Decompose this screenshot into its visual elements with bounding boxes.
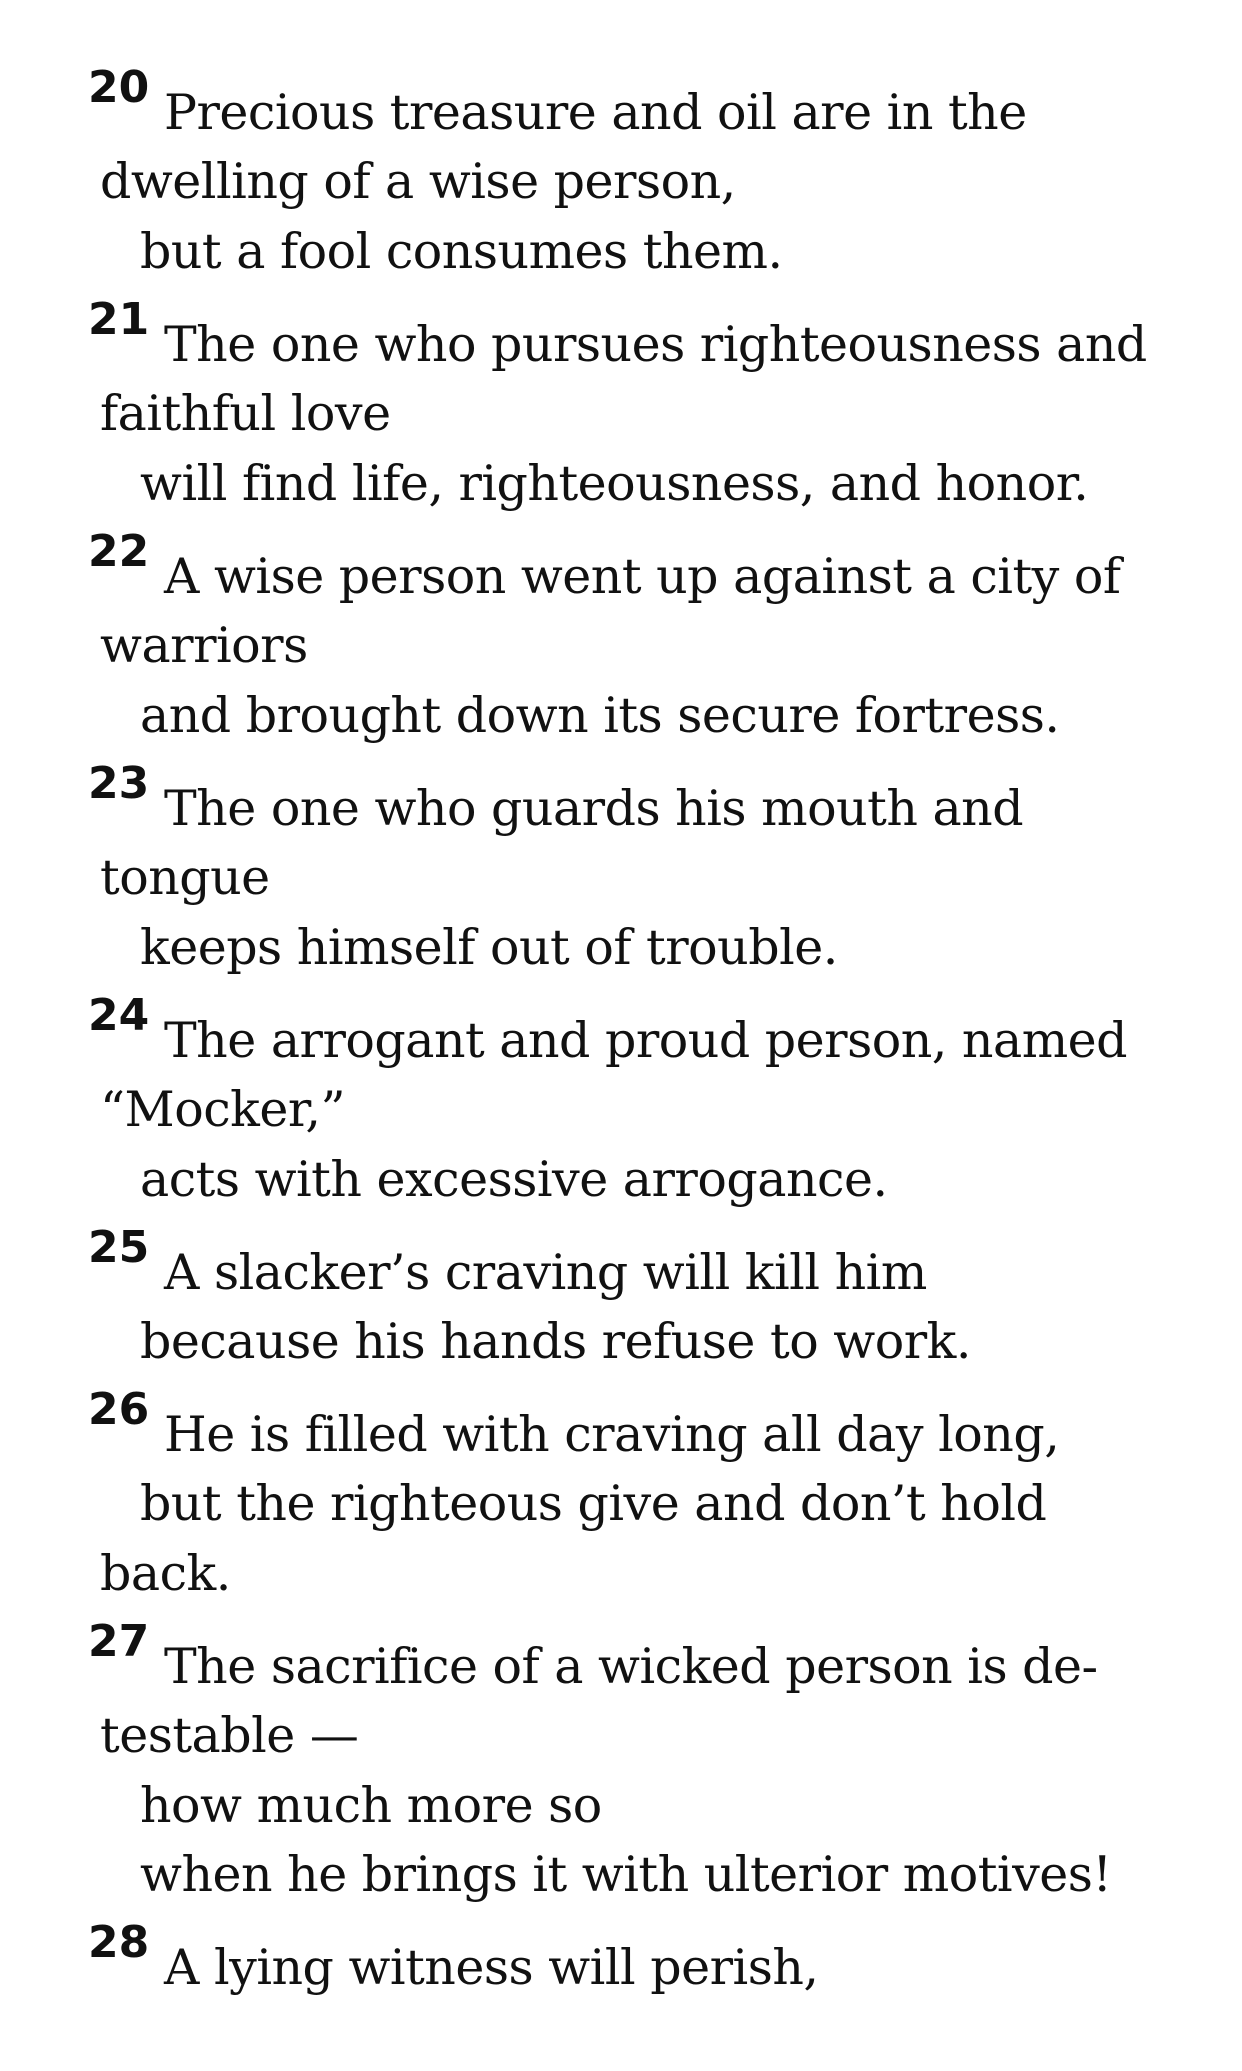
verse-number: 28 bbox=[88, 1917, 150, 1968]
verse-number: 22 bbox=[88, 526, 150, 577]
verse-line: testable — bbox=[100, 1707, 359, 1764]
verse-line: warriors bbox=[100, 617, 308, 674]
verse-line: The sacrifice of a wicked person is de- bbox=[164, 1638, 1098, 1695]
verse-number: 27 bbox=[88, 1616, 150, 1667]
verse-line: when he brings it with ulterior motives! bbox=[140, 1846, 1112, 1903]
verse-line: “Mocker,” bbox=[100, 1081, 346, 1138]
verse-number: 24 bbox=[88, 990, 150, 1041]
verse-line: how much more so bbox=[140, 1777, 602, 1834]
verse-line: A wise person went up against a city of bbox=[164, 548, 1121, 605]
verse-line: back. bbox=[100, 1545, 231, 1602]
verse-number: 21 bbox=[88, 294, 150, 345]
verse-line: acts with excessive arrogance. bbox=[140, 1151, 888, 1208]
verse-line: will find life, righteousness, and honor. bbox=[140, 455, 1089, 512]
verse-number: 20 bbox=[88, 62, 150, 113]
verse-line: but the righteous give and don’t hold bbox=[140, 1475, 1047, 1532]
verse-line: keeps himself out of trouble. bbox=[140, 919, 838, 976]
verse-line: A lying witness will perish, bbox=[164, 1939, 819, 1996]
verse-line: because his hands refuse to work. bbox=[140, 1313, 971, 1370]
verse-line: faithful love bbox=[100, 385, 391, 442]
verse-number: 25 bbox=[88, 1222, 150, 1273]
verse-line: He is filled with craving all day long, bbox=[164, 1406, 1060, 1463]
verse-line: and brought down its secure fortress. bbox=[140, 687, 1060, 744]
verse-line: The one who guards his mouth and bbox=[164, 780, 1024, 837]
verse-number: 26 bbox=[88, 1384, 150, 1435]
verse-line: dwelling of a wise person, bbox=[100, 153, 736, 210]
verse-line: The arrogant and proud person, named bbox=[164, 1012, 1128, 1069]
verse-line: The one who pursues righteousness and bbox=[164, 316, 1147, 373]
verse-line: tongue bbox=[100, 849, 270, 906]
verse-line: Precious treasure and oil are in the bbox=[164, 84, 1027, 141]
verse-line: but a fool consumes them. bbox=[140, 223, 783, 280]
verse-number: 23 bbox=[88, 758, 150, 809]
verse-line: A slacker’s craving will kill him bbox=[164, 1244, 927, 1301]
